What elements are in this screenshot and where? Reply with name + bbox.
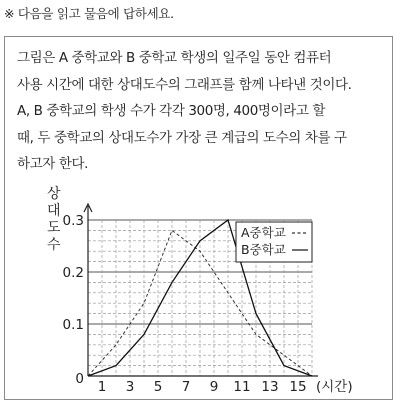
x-tick-label: 3 [125,379,135,395]
problem-line-3: A, B 중학교의 학생 수가 각각 300명, 400명이라고 할 [17,103,325,119]
instruction-text: ※ 다음을 읽고 물음에 답하세요. [4,6,174,21]
x-axis-label: (시간) [316,379,353,395]
problem-line-2: 사용 시간에 대한 상대도수의 그래프를 함께 나타낸 것이다. [17,76,352,93]
y-tick-label: 0.3 [62,213,84,229]
problem-line-4: 때, 두 중학교의 상대도수가 가장 큰 계급의 도수의 차를 구 [17,129,347,146]
y-tick-label: 0.1 [62,317,84,333]
legend-label: B중학교 [241,242,286,257]
x-tick-label: 5 [153,379,163,395]
x-tick-label: 7 [181,379,191,395]
y-tick-label: 0.2 [62,265,84,281]
x-tick-label: 9 [209,379,219,395]
x-tick-label: 13 [261,379,279,395]
y-axis-label-char: 상 [47,186,61,202]
y-axis-label-char: 도 [47,220,61,236]
x-tick-label: 11 [233,379,251,395]
problem-line-5: 하고자 한다. [17,156,88,172]
x-tick-label: 15 [289,379,307,395]
x-tick-label: 1 [97,379,107,395]
problem-line-1: 그림은 A 중학교와 B 중학교 학생의 일주일 동안 컴퓨터 [17,50,332,66]
origin-label: 0 [75,371,84,387]
legend-label: A중학교 [241,225,286,240]
y-axis-label-char: 수 [47,237,61,253]
y-axis-label-char: 대 [47,203,61,219]
chart-legend [236,222,312,262]
